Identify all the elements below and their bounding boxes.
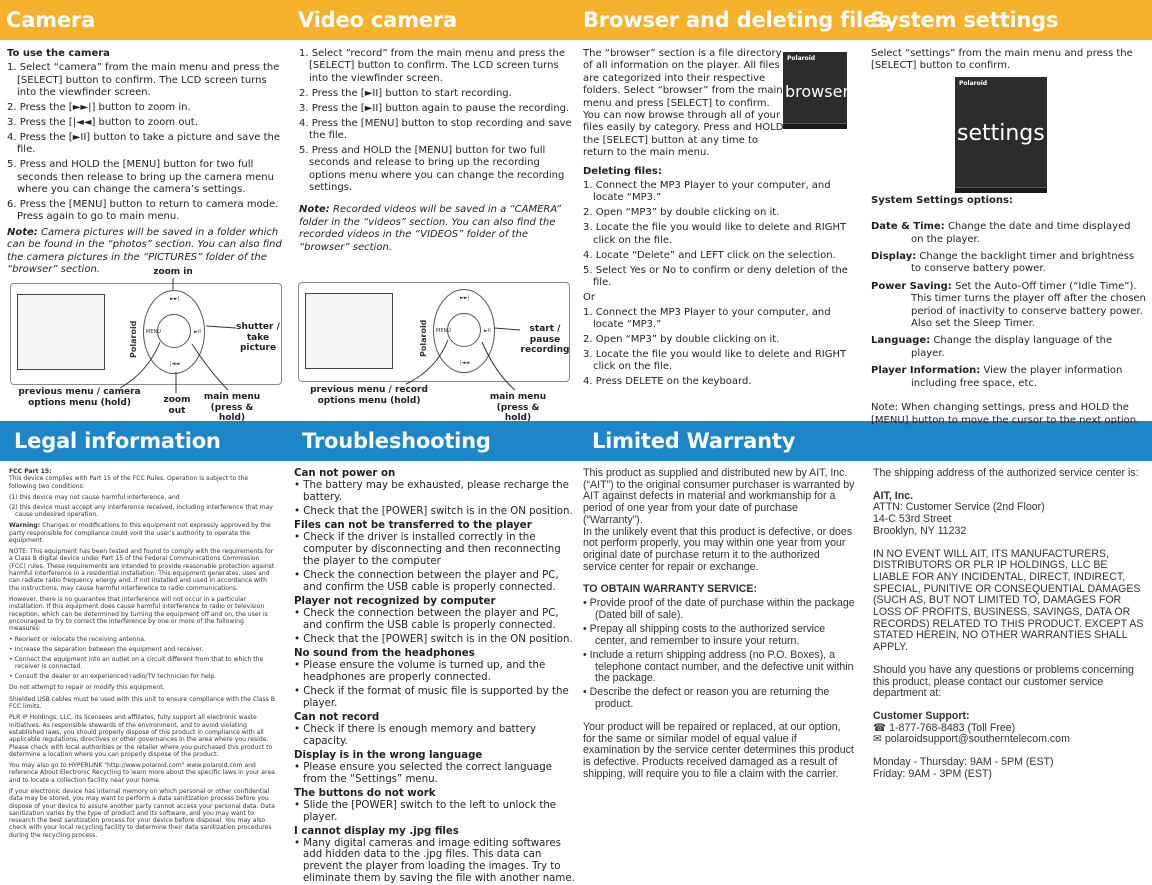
fcc-intro: This device complies with Part 15 of the FCC Rules. Operation is subject to the following two conditions: xyxy=(9,475,249,490)
system-option xyxy=(871,335,1146,360)
camera-menu-key: MENU xyxy=(146,329,161,335)
trouble-answers xyxy=(294,608,576,646)
browser-screen-thumbnail xyxy=(783,52,850,129)
camera-zoom-out-key: |◄◄ xyxy=(170,361,180,367)
warranty-heading: Limited Warranty xyxy=(592,429,796,453)
camera-previous-menu-label: previous menu / camera options menu (hold) xyxy=(18,387,141,408)
video-select-button xyxy=(447,313,481,347)
trouble-answers xyxy=(294,532,576,593)
obtain-service-item: • Prepay all shipping costs to the authorized service center, and remember to insure your return. xyxy=(583,622,826,647)
obtain-service-item: • Include a return shipping address (no P.O. Boxes), a telephone contact number, and the defective unit within the package. xyxy=(583,648,854,685)
fcc-block xyxy=(9,468,277,490)
camera-heading: Camera xyxy=(6,8,96,32)
delete-steps-a xyxy=(583,180,861,289)
trouble-answers xyxy=(294,660,576,710)
interference-text: However, there is no guarantee that interference will not occur in a particular installation. If this equipment does cause harmful interference to radio or television reception, which can be determined by turning the equipment off and on, the user is encouraged to try to correct the interference by one or more of the following measures: xyxy=(9,595,268,633)
trouble-answer: • Check that the [POWER] switch is in the ON position. xyxy=(294,633,573,645)
video-main-menu-label: main menu (press & hold) xyxy=(489,392,547,423)
trouble-answer: • Slide the [POWER] switch to the left to unlock the player. xyxy=(294,799,557,823)
shipping-address-intro: The shipping address of the authorized service center is: xyxy=(873,467,1139,479)
camera-device-screen xyxy=(17,294,105,370)
troubleshooting-column xyxy=(294,468,576,884)
trouble-question: No sound from the headphones xyxy=(294,648,475,660)
fcc-title: FCC Part 15: xyxy=(9,468,52,475)
camera-step: 2. Press the [►►|] button to zoom in. xyxy=(7,102,191,114)
delete-step: 4. Press DELETE on the keyboard. xyxy=(583,376,752,388)
browser-heading: Browser and deleting files xyxy=(583,8,890,32)
system-option xyxy=(871,365,1146,390)
system-option xyxy=(871,221,1146,246)
video-step: 2. Press the [►II] button to start recording. xyxy=(299,87,512,99)
hours-line: Monday - Thursday: 9AM - 5PM (EST) xyxy=(873,756,1054,769)
trouble-item xyxy=(294,750,576,785)
system-options-title: System Settings options: xyxy=(871,194,1013,206)
trouble-question: Display is in the wrong language xyxy=(294,750,483,762)
email-icon: ✉ xyxy=(873,733,885,746)
measure: • Consult the dealer or an experienced radio/TV technician for help. xyxy=(9,673,217,681)
trouble-answers xyxy=(294,762,576,786)
camera-zoom-in-key: ►►| xyxy=(170,296,180,302)
trouble-answer: • Please ensure you selected the correct language from the “Settings” menu. xyxy=(294,761,552,785)
camera-step: 4. Press the [►II] button to take a picture and save the file. xyxy=(7,131,280,156)
fcc-conditions xyxy=(9,494,277,518)
warning-label: Warning: xyxy=(9,522,41,530)
browser-intro: The “browser” section is a file directory of all information on the player. All files are categorized into their respective folders. Select “browser” from the main menu and press [SELECT] to confirm. You can now browse through all of your files easily by category. Press and HOLD the [SELECT] button at any time to return to the main menu. xyxy=(583,48,784,159)
start-pause-label: start / pause recording xyxy=(520,324,570,355)
camera-note-label: Note: xyxy=(7,226,38,238)
obtain-service-list xyxy=(583,598,855,711)
video-device-screen xyxy=(305,293,393,369)
trouble-question: Can not power on xyxy=(294,468,396,479)
deleting-files-title: Deleting files: xyxy=(583,165,662,177)
browser-thumb-status-bar xyxy=(783,123,847,129)
system-option xyxy=(871,281,1146,331)
data-sanitization-text: If your electronic device has internal memory on which personal or other confidential data may be stored, you may want to perform a data sanitization process before you dispose of your device to assure another party cannot access your personal data. Data sanitization varies by the type of product and its software, and you may want to research the best sanitization process for your device before disposal. You may also check with your local recycling facility to determine their data sanitization procedures during the recycling process. xyxy=(9,787,275,839)
trouble-question: Can not record xyxy=(294,712,380,724)
video-note-text: Recorded videos will be saved in a “CAMERA” folder in the “videos” section. You can also find the recorded videos in the “VIDEOS” folder of the “browser” section. xyxy=(299,204,562,253)
camera-dpad xyxy=(143,290,205,374)
trouble-answers xyxy=(294,838,576,885)
delete-step: 2. Open “MP3” by double clicking on it. xyxy=(583,207,780,219)
address-line: ATTN: Customer Service (2nd Floor) xyxy=(873,501,1045,514)
video-previous-menu-label: previous menu / record options menu (hold) xyxy=(310,385,428,406)
warranty-column-left xyxy=(583,468,855,838)
settings-thumb-word: settings xyxy=(957,121,1045,146)
system-intro: Select “settings” from the main menu and press the [SELECT] button to confirm. xyxy=(871,48,1133,72)
delete-step: 3. Locate the file you would like to delete and RIGHT click on the file. xyxy=(583,222,847,246)
delete-step: 4. Locate “Delete” and LEFT click on the selection. xyxy=(583,249,836,261)
trouble-answer: • Check the connection between the player and PC, and confirm the USB cable is properly connected. xyxy=(294,607,559,631)
trouble-item xyxy=(294,788,576,823)
camera-step: 6. Press the [MENU] button to return to camera mode. Press again to go to main menu. xyxy=(7,198,279,223)
video-step: 5. Press and HOLD the [MENU] button for two full seconds and release to bring up the recording options menu where you can change the recording settings. xyxy=(299,144,565,194)
warranty-intro-2: In the unlikely event that this product is defective, or does not perform properly, you may within one year from your original date of purchase return it to the authorized service center for repair or exchange. xyxy=(583,525,853,573)
repair-policy: Your product will be repaired or replaced, at our option, for the same or similar model of equal value if examination by the service center determines this product is defective. Products received damaged as a result of shipping, will require you to file a claim with the carrier. xyxy=(583,720,854,780)
camera-select-button xyxy=(157,314,191,348)
trouble-answers xyxy=(294,724,576,748)
zoom-out-label: zoom out xyxy=(163,395,191,416)
questions-text: Should you have any questions or problems concerning this product, please contact our customer service department at: xyxy=(873,663,1134,700)
trouble-answers xyxy=(294,800,576,824)
trouble-answer: • The battery may be exhausted, please recharge the battery. xyxy=(294,479,569,503)
trouble-question: The buttons do not work xyxy=(294,787,436,799)
fcc-condition: (1) this device may not cause harmful interference, and xyxy=(9,493,180,501)
trouble-question: Player not recognized by computer xyxy=(294,595,496,607)
video-steps xyxy=(299,48,574,194)
video-step: 3. Press the [►II] button again to pause the recording. xyxy=(299,102,570,114)
option-term: Power Saving: xyxy=(871,280,952,292)
video-device-brand: Polaroid xyxy=(419,319,428,357)
trouble-item xyxy=(294,596,576,646)
obtain-service-title: TO OBTAIN WARRANTY SERVICE: xyxy=(583,583,758,596)
camera-steps xyxy=(7,62,282,223)
legal-heading: Legal information xyxy=(14,429,221,453)
delete-step: 2. Open “MP3” by double clicking on it. xyxy=(583,334,780,346)
video-note-label: Note: xyxy=(299,204,330,216)
bottom-section-band xyxy=(0,421,1152,461)
company-name: AIT, Inc. xyxy=(873,489,914,502)
system-settings-heading: System settings xyxy=(870,8,1059,32)
option-term: Player Information: xyxy=(871,365,981,377)
or-separator: Or xyxy=(583,292,595,304)
option-term: Language: xyxy=(871,335,931,347)
trouble-answer: • Check if the format of music file is supported by the player. xyxy=(294,686,569,709)
trouble-answer: • Check if the driver is installed correctly in the computer by disconnecting and then reconnecting the player to the computer xyxy=(294,531,561,567)
obtain-service-item: • Describe the defect or reason you are returning the product. xyxy=(583,686,830,711)
warranty-intro: This product as supplied and distributed new by AIT, Inc. (“AIT”) to the original consumer purchaser is warranted by AIT against defects in material and workmanship for a period of one year from your date of purchase (“Warranty”). xyxy=(583,467,855,526)
warning-text: Changes or modifications to this equipment not expressly approved by the party responsible for compliance could void the user’s authority to operate the equipment. xyxy=(9,522,271,544)
trouble-answer: • Please ensure the volume is turned up, and the headphones are properly connected. xyxy=(294,659,546,683)
video-note xyxy=(299,204,574,254)
option-term: Date & Time: xyxy=(871,221,945,233)
fcc-condition: (2) this device must accept any interference received, including interference that may cause undesired operation. xyxy=(9,503,273,518)
no-repair-text: Do not attempt to repair or modify this equipment. xyxy=(9,684,165,692)
support-email-address: polaroidsupport@southerntelecom.com xyxy=(884,733,1070,746)
trouble-item xyxy=(294,520,576,593)
trouble-item xyxy=(294,648,576,709)
hours-line: Friday: 9AM - 3PM (EST) xyxy=(873,767,992,780)
delete-step: 3. Locate the file you would like to delete and RIGHT click on the file. xyxy=(583,348,847,373)
service-address xyxy=(873,491,1145,538)
support-hours xyxy=(873,757,1145,780)
video-next-key: ►►| xyxy=(460,295,470,301)
address-line: 14-C 53rd Street xyxy=(873,513,952,526)
camera-step: 5. Press and HOLD the [MENU] button for two full seconds then release to bring up the camera menu where you can change the camera’s settings. xyxy=(7,159,274,196)
video-menu-key: MENU xyxy=(436,328,451,334)
fcc-note: NOTE: This equipment has been tested and found to comply with the requirements for a Class B digital device under Part 15 of the Federal Communications Commission (FCC) rules. These requirements are intended to provide reasonable protection against harmful interference in a residential installation. This equipment generates, uses and can radiate radio frequency energy and, if not installed and used in accordance with the instructions, may cause harmful interference to radio communications. xyxy=(9,548,275,592)
delete-step: 1. Connect the MP3 Player to your computer, and locate “MP3.” xyxy=(583,306,831,331)
trouble-item xyxy=(294,468,576,518)
camera-intro: To use the camera xyxy=(7,48,110,59)
shutter-label: shutter / take picture xyxy=(236,322,280,353)
trouble-answer: • Check that the [POWER] switch is in the ON position. xyxy=(294,505,573,517)
trouble-item xyxy=(294,712,576,747)
trouble-question: I cannot display my .jpg files xyxy=(294,825,459,837)
camera-note-text: Camera pictures will be saved in a folder which can be found in the “photos” section. You can also find the camera pictures in the “PICTURES” folder of the “browser” section. xyxy=(7,226,282,275)
system-option xyxy=(871,251,1146,276)
trouble-question: Files can not be transferred to the player xyxy=(294,520,532,532)
settings-thumb-status-bar xyxy=(955,187,1047,193)
camera-step: 3. Press the [|◄◄] button to zoom out. xyxy=(7,117,198,129)
video-play-key: ►II xyxy=(484,328,491,334)
liability-disclaimer: IN NO EVENT WILL AIT, ITS MANUFACTURERS, DISTRIBUTORS OR PLR IP HOLDINGS, LLC BE LIABLE FOR ANY INCIDENTAL, DIRECT, INDIRECT, SPECIAL, PUNITIVE OR CONSEQUENTIAL DAMAGES (SUCH AS, BUT NOT LIMITED TO, DAMAGES FOR LOSS OF PROFITS, BUSINESS, SAVINGS, DATA OR RECORDS) RELATED TO THIS PRODUCT. EXCEPT AS STATED HEREIN, NO OTHER WARRANTIES SHALL APPLY. xyxy=(873,547,1144,654)
measure: • Increase the separation between the equipment and receiver. xyxy=(9,646,204,654)
support-phone-number: 1-877-768-8483 (Toll Free) xyxy=(889,721,1016,734)
video-step: 4. Press the [MENU] button to stop recording and save the file. xyxy=(299,117,572,141)
legal-column xyxy=(9,468,277,838)
camera-note xyxy=(7,227,282,277)
delete-step: 5. Select Yes or No to confirm or deny deletion of the file. xyxy=(583,264,848,288)
troubleshooting-heading: Troubleshooting xyxy=(302,429,491,453)
measure: • Connect the equipment into an outlet on a circuit different from that to which the receiver is connected. xyxy=(9,656,264,671)
option-desc: Set the Auto-Off timer (“Idle Time”). This timer turns the player off after the chosen period of inactivity to conserve battery power. Also set the Sleep Timer. xyxy=(911,280,1146,330)
trouble-answer: • Check the connection between the player and PC, and confirm the USB cable is properly connected. xyxy=(294,569,559,593)
option-desc: Change the backlight timer and brightness to conserve battery power. xyxy=(911,251,1135,275)
customer-support-title: Customer Support: xyxy=(873,709,970,722)
settings-screen-thumbnail xyxy=(955,77,1047,193)
warranty-column-right xyxy=(873,468,1145,838)
settings-thumb-logo: Polaroid xyxy=(959,80,988,87)
measure: • Reorient or relocate the receiving antenna. xyxy=(9,636,146,644)
camera-play-key: ►II xyxy=(194,329,201,335)
recycling-website-text: You may also go to HYPERLINK "http://www.polaroid.com" www.polaroid.com and reference About Electronic Recycling to learn more about the specific laws in your area and to locate a collection facility near your home. xyxy=(9,762,275,784)
obtain-service-item: • Provide proof of the date of purchase within the package (Dated bill of sale). xyxy=(583,597,855,621)
camera-step: 1. Select “camera” from the main menu and press the [SELECT] button to confirm. The LCD screen turns into the viewfinder screen. xyxy=(7,62,280,99)
delete-step: 1. Connect the MP3 Player to your computer, and locate “MP3.” xyxy=(583,180,831,204)
customer-support-block xyxy=(873,711,1145,746)
trouble-answer: • Check if there is enough memory and battery capacity. xyxy=(294,723,537,747)
trouble-answer: • Many digital cameras and image editing softwares add hidden data to the .jpg files. This data can prevent the player from loading the images. Try to eliminate them by saving the file with another name. xyxy=(294,837,575,884)
browser-thumb-logo: Polaroid xyxy=(787,55,816,62)
system-options-list xyxy=(871,221,1146,390)
option-desc: View the player information including free space, etc. xyxy=(911,365,1123,389)
system-note: Note: When changing settings, press and HOLD the [MENU] button to move the cursor to the next option. xyxy=(871,402,1140,426)
shielded-cable-text: Shielded USB cables must be used with this unit to ensure compliance with the Class B FCC limits. xyxy=(9,695,275,711)
warning-block xyxy=(9,522,277,544)
option-term: Display: xyxy=(871,251,917,263)
zoom-in-label: zoom in xyxy=(153,267,193,277)
address-line: Brooklyn, NY 11232 xyxy=(873,524,967,537)
camera-device-brand: Polaroid xyxy=(129,320,138,358)
top-section-band xyxy=(0,0,1152,40)
browser-thumb-word: browser xyxy=(785,82,850,101)
phone-icon: ☎ xyxy=(873,721,890,734)
option-desc: Change the display language of the player. xyxy=(911,335,1113,359)
trouble-item xyxy=(294,826,576,885)
delete-steps-b xyxy=(583,307,861,389)
option-desc: Change the date and time displayed on the player. xyxy=(911,221,1131,245)
recycling-text: PLR IP Holdings, LLC, its licensees and affiliates, fully support all electronic waste initiatives. As responsible stewards of the environment, and to avoid violating established laws, you should properly dispose of this product in compliance with all applicable regulations, directives or other governances in the area where you reside. Please check with local authorities or the retailer where you purchased this product to determine a location where you can properly dispose of the product. xyxy=(9,714,273,758)
camera-main-menu-label: main menu (press & hold) xyxy=(203,392,261,423)
interference-measures xyxy=(9,636,277,680)
video-dpad xyxy=(433,289,495,373)
video-step: 1. Select “record” from the main menu and press the [SELECT] button to confirm. The LCD screen turns into the viewfinder screen. xyxy=(299,48,566,84)
video-camera-heading: Video camera xyxy=(298,8,457,32)
video-prev-key: |◄◄ xyxy=(460,360,470,366)
trouble-answers xyxy=(294,480,576,518)
support-email xyxy=(873,734,1145,746)
